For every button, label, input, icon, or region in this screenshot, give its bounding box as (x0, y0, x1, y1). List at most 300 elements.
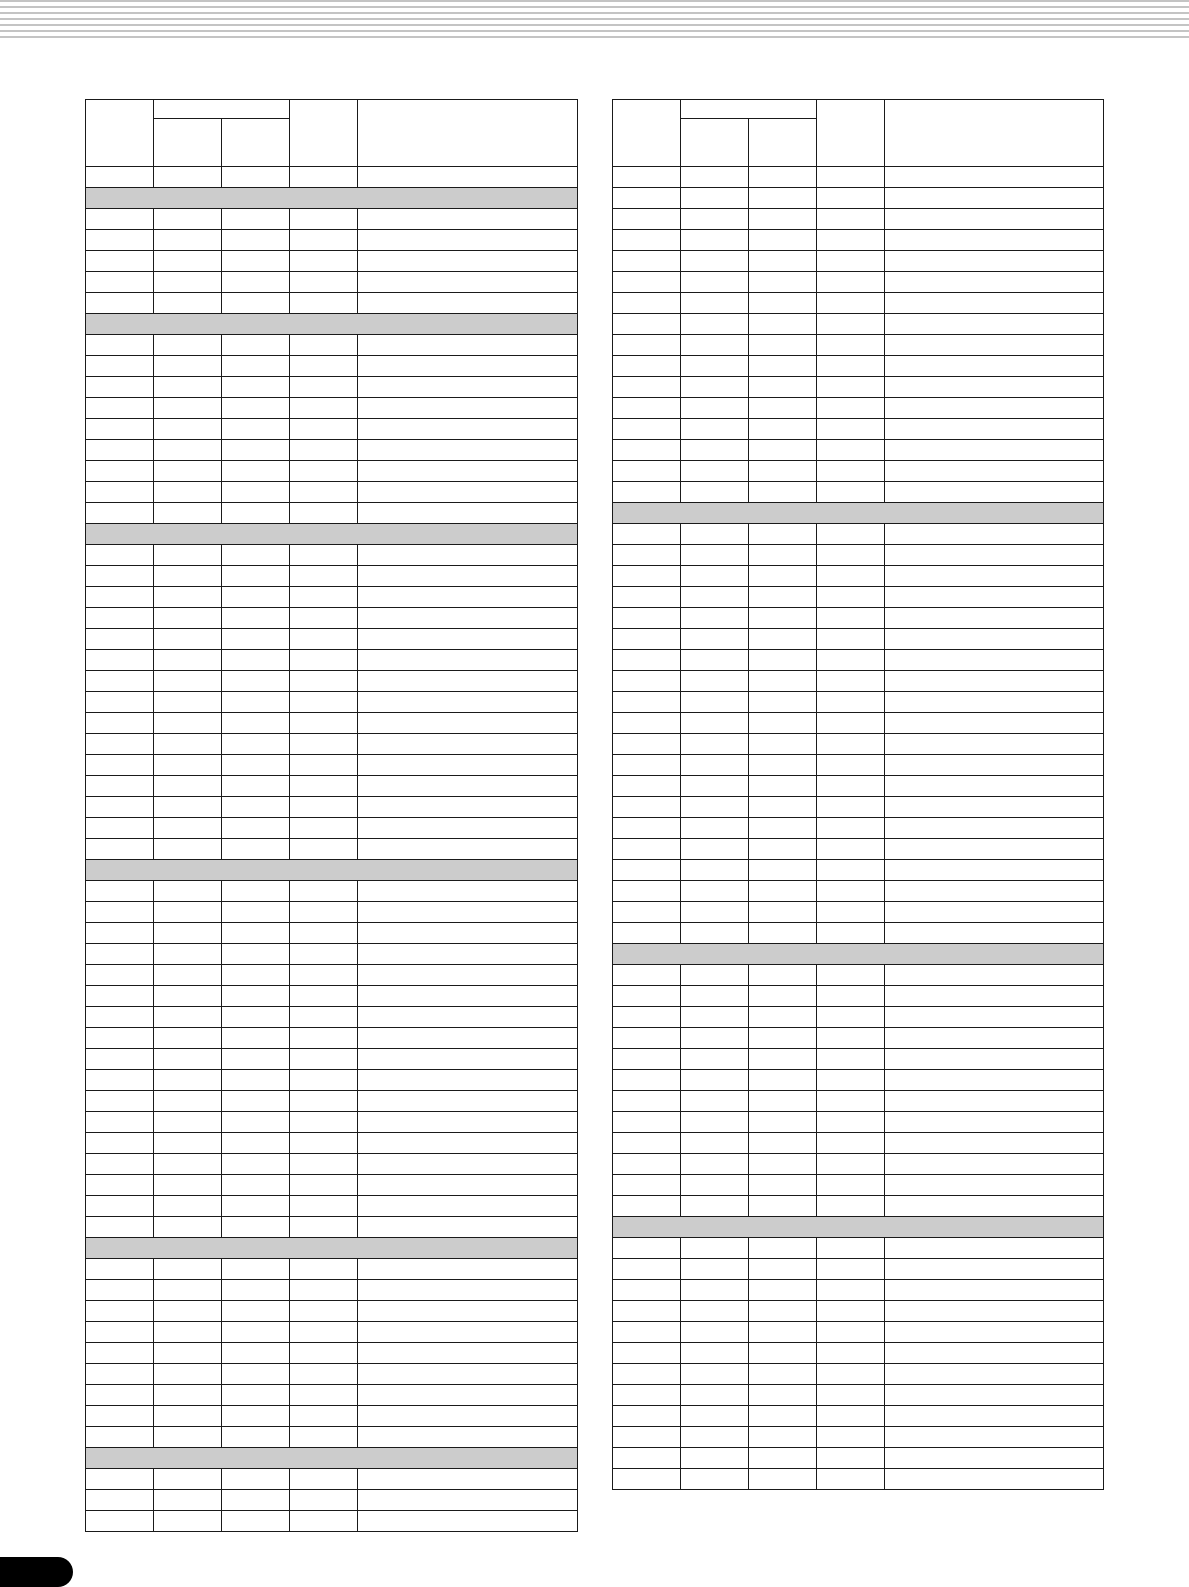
table-cell (749, 776, 817, 797)
data-table-right (612, 99, 1104, 1490)
table-cell (222, 293, 290, 314)
table-row (613, 839, 1104, 860)
table-cell (358, 1112, 578, 1133)
table-header-unit-row (613, 167, 1104, 188)
table-cell (885, 1322, 1104, 1343)
table-cell (154, 944, 222, 965)
table-cell (613, 524, 681, 545)
table-cell (817, 650, 885, 671)
table-cell (817, 713, 885, 734)
table-cell (885, 272, 1104, 293)
table-row (86, 1175, 578, 1196)
table-cell (749, 482, 817, 503)
table-cell (885, 524, 1104, 545)
table-cell (681, 587, 749, 608)
table-cell (681, 1343, 749, 1364)
table-cell (290, 629, 358, 650)
table-cell (358, 1301, 578, 1322)
table-cell (613, 1385, 681, 1406)
table-cell (613, 209, 681, 230)
table-cell (222, 1385, 290, 1406)
table-cell (681, 209, 749, 230)
table-cell (222, 923, 290, 944)
table-cell (358, 356, 578, 377)
table-cell (290, 335, 358, 356)
table-cell (290, 692, 358, 713)
table-header-unit-row (86, 167, 578, 188)
table-cell (222, 377, 290, 398)
section-header-row (613, 503, 1104, 524)
table-cell (86, 356, 154, 377)
table-cell (613, 1322, 681, 1343)
table-row (86, 818, 578, 839)
table-cell (613, 902, 681, 923)
table-row (613, 1238, 1104, 1259)
table-cell (681, 1301, 749, 1322)
table-cell (86, 1490, 154, 1511)
table-cell (749, 1259, 817, 1280)
table-cell (358, 1175, 578, 1196)
table-cell (681, 1385, 749, 1406)
table-row (613, 1364, 1104, 1385)
table-cell (358, 272, 578, 293)
table-cell (358, 776, 578, 797)
table-cell (749, 251, 817, 272)
table-cell (613, 755, 681, 776)
table-cell (613, 482, 681, 503)
table-cell (885, 482, 1104, 503)
table-cell (681, 356, 749, 377)
table-cell (681, 251, 749, 272)
table-cell (613, 251, 681, 272)
table-cell (885, 1196, 1104, 1217)
table-cell (154, 1112, 222, 1133)
header-group-cell (681, 100, 817, 119)
table-row (86, 692, 578, 713)
table-cell (358, 1511, 578, 1532)
table-cell (817, 1112, 885, 1133)
table-cell (613, 1091, 681, 1112)
table-row (613, 293, 1104, 314)
table-cell (749, 188, 817, 209)
table-cell (885, 314, 1104, 335)
table-cell (885, 1133, 1104, 1154)
table-cell (817, 839, 885, 860)
table-row (86, 1364, 578, 1385)
table-cell (86, 650, 154, 671)
table-row (86, 377, 578, 398)
table-cell (681, 818, 749, 839)
table-cell (749, 608, 817, 629)
table-cell (885, 545, 1104, 566)
table-row (613, 671, 1104, 692)
table-cell (222, 503, 290, 524)
table-cell (613, 734, 681, 755)
table-cell (885, 650, 1104, 671)
table-cell (290, 1322, 358, 1343)
table-cell (749, 1112, 817, 1133)
table-cell (222, 1427, 290, 1448)
table-cell (613, 1112, 681, 1133)
table-cell (817, 1238, 885, 1259)
table-cell (749, 1091, 817, 1112)
table-cell (358, 1154, 578, 1175)
table-cell (885, 251, 1104, 272)
table-cell (86, 230, 154, 251)
table-row (613, 629, 1104, 650)
table-cell (885, 209, 1104, 230)
table-cell (817, 1427, 885, 1448)
table-cell (885, 1406, 1104, 1427)
table-cell (885, 1049, 1104, 1070)
table-cell (154, 1385, 222, 1406)
table-row (86, 1385, 578, 1406)
table-cell (222, 629, 290, 650)
table-cell (613, 608, 681, 629)
table-cell (290, 293, 358, 314)
data-table-left (85, 99, 578, 1532)
table-cell (154, 293, 222, 314)
table-row (86, 902, 578, 923)
table-cell (613, 314, 681, 335)
table-cell (86, 503, 154, 524)
table-cell (885, 1091, 1104, 1112)
table-cell (154, 1511, 222, 1532)
table-row (86, 881, 578, 902)
table-cell (222, 356, 290, 377)
table-cell (613, 1133, 681, 1154)
table-cell (749, 923, 817, 944)
table-cell (613, 776, 681, 797)
table-cell (749, 545, 817, 566)
table-cell (290, 1007, 358, 1028)
table-row (613, 335, 1104, 356)
table-cell (154, 1049, 222, 1070)
section-header-row (86, 860, 578, 881)
table-cell (222, 461, 290, 482)
table-row (613, 524, 1104, 545)
table-cell (749, 881, 817, 902)
table-cell (681, 1091, 749, 1112)
table-cell (817, 1154, 885, 1175)
table-cell (817, 461, 885, 482)
section-header-cell (613, 503, 1104, 524)
table-cell (86, 1259, 154, 1280)
table-row (613, 1112, 1104, 1133)
table-row (613, 461, 1104, 482)
table-cell (681, 1112, 749, 1133)
table-cell (749, 1364, 817, 1385)
table-cell (154, 671, 222, 692)
table-cell (817, 755, 885, 776)
table-cell (222, 1112, 290, 1133)
table-row (613, 1007, 1104, 1028)
table-cell (613, 839, 681, 860)
table-cell (290, 1343, 358, 1364)
table-cell (154, 1175, 222, 1196)
table-cell (613, 881, 681, 902)
table-cell (817, 524, 885, 545)
table-cell (681, 776, 749, 797)
table-cell (681, 1154, 749, 1175)
table-row (613, 860, 1104, 881)
table-cell (290, 566, 358, 587)
table-cell (154, 1154, 222, 1175)
table-row (86, 293, 578, 314)
table-cell (290, 713, 358, 734)
table-cell (290, 503, 358, 524)
table-cell (817, 1280, 885, 1301)
table-cell (817, 356, 885, 377)
table-cell (154, 1133, 222, 1154)
table-cell (222, 272, 290, 293)
header-cell (290, 100, 358, 167)
table-cell (290, 1175, 358, 1196)
table-cell (222, 419, 290, 440)
table-row (86, 797, 578, 818)
table-cell (222, 1070, 290, 1091)
table-cell (885, 1343, 1104, 1364)
table-row (613, 734, 1104, 755)
table-cell (290, 1091, 358, 1112)
table-cell (817, 734, 885, 755)
table-cell (681, 1259, 749, 1280)
table-cell (749, 335, 817, 356)
table-cell (681, 734, 749, 755)
table-row (86, 545, 578, 566)
table-row (86, 1091, 578, 1112)
table-row (613, 1280, 1104, 1301)
table-cell (749, 1196, 817, 1217)
table-row (86, 1280, 578, 1301)
table-cell (817, 1322, 885, 1343)
table-row (613, 377, 1104, 398)
table-row (86, 1070, 578, 1091)
table-cell (222, 1049, 290, 1070)
table-cell (290, 1028, 358, 1049)
table-cell (681, 671, 749, 692)
table-cell (681, 608, 749, 629)
table-cell (749, 461, 817, 482)
table-cell (154, 734, 222, 755)
table-cell (86, 1091, 154, 1112)
table-row (613, 230, 1104, 251)
table-cell (358, 1007, 578, 1028)
table-cell (358, 335, 578, 356)
table-cell (290, 986, 358, 1007)
table-cell (749, 1385, 817, 1406)
header-cell (613, 100, 681, 167)
table-cell (290, 377, 358, 398)
table-cell (358, 713, 578, 734)
table-cell (86, 209, 154, 230)
table-cell (817, 608, 885, 629)
table-cell (154, 398, 222, 419)
table-row (613, 1322, 1104, 1343)
table-cell (681, 1238, 749, 1259)
table-cell (817, 902, 885, 923)
table-cell (222, 671, 290, 692)
table-row (613, 1070, 1104, 1091)
table-cell (154, 1007, 222, 1028)
section-header-row (613, 944, 1104, 965)
table-cell (154, 230, 222, 251)
table-cell (86, 440, 154, 461)
table-cell (86, 419, 154, 440)
table-row (86, 1406, 578, 1427)
table-cell (749, 272, 817, 293)
table-cell (681, 1007, 749, 1028)
table-row (613, 314, 1104, 335)
table-cell (749, 377, 817, 398)
table-cell (86, 923, 154, 944)
table-cell (613, 1238, 681, 1259)
table-cell (749, 1133, 817, 1154)
table-cell (885, 860, 1104, 881)
table-cell (358, 566, 578, 587)
table-cell (222, 587, 290, 608)
table-row (86, 1133, 578, 1154)
table-cell (86, 671, 154, 692)
table-cell (290, 671, 358, 692)
table-row (613, 797, 1104, 818)
table-cell (749, 230, 817, 251)
table-row (613, 1091, 1104, 1112)
table-cell (885, 734, 1104, 755)
table-cell (681, 1070, 749, 1091)
table-cell (222, 1175, 290, 1196)
table-cell (154, 1322, 222, 1343)
table-cell (358, 818, 578, 839)
table-cell (154, 1280, 222, 1301)
table-cell (749, 1427, 817, 1448)
table-cell (817, 440, 885, 461)
table-cell (86, 1322, 154, 1343)
table-cell (86, 902, 154, 923)
table-cell (613, 419, 681, 440)
table-row (613, 566, 1104, 587)
table-cell (613, 1049, 681, 1070)
table-cell (86, 818, 154, 839)
table-cell (222, 566, 290, 587)
table-cell (885, 377, 1104, 398)
table-cell (222, 1490, 290, 1511)
table-cell (817, 923, 885, 944)
table-cell (613, 965, 681, 986)
table-cell (86, 776, 154, 797)
table-cell (154, 965, 222, 986)
table-cell (749, 1448, 817, 1469)
table-row (86, 398, 578, 419)
table-cell (885, 419, 1104, 440)
table-cell (681, 755, 749, 776)
section-header-row (86, 188, 578, 209)
table-cell (613, 1280, 681, 1301)
table-cell (885, 839, 1104, 860)
table-cell (817, 1007, 885, 1028)
table-cell (749, 818, 817, 839)
table-cell (681, 1322, 749, 1343)
table-cell (154, 776, 222, 797)
table-cell (86, 1112, 154, 1133)
table-cell (290, 608, 358, 629)
table-row (86, 1028, 578, 1049)
table-cell (86, 944, 154, 965)
table-cell (290, 902, 358, 923)
table-row (613, 1301, 1104, 1322)
table-cell (817, 1301, 885, 1322)
table-cell (358, 1133, 578, 1154)
table-cell (154, 881, 222, 902)
table-cell (817, 986, 885, 1007)
table-row (86, 986, 578, 1007)
table-cell (86, 986, 154, 1007)
table-cell (358, 1217, 578, 1238)
table-row (613, 755, 1104, 776)
table-cell (613, 1301, 681, 1322)
table-cell (290, 1406, 358, 1427)
table-cell (885, 713, 1104, 734)
table-cell (613, 440, 681, 461)
table-cell (613, 230, 681, 251)
table-cell (613, 377, 681, 398)
table-row (86, 335, 578, 356)
table-row (613, 1049, 1104, 1070)
table-cell (222, 776, 290, 797)
table-cell (681, 713, 749, 734)
table-cell (885, 818, 1104, 839)
table-cell (613, 272, 681, 293)
table-cell (681, 923, 749, 944)
table-cell (222, 1322, 290, 1343)
table-cell (817, 1175, 885, 1196)
table-cell (358, 209, 578, 230)
table-cell (222, 1469, 290, 1490)
table-row (613, 1385, 1104, 1406)
table-cell (817, 209, 885, 230)
section-header-row (86, 314, 578, 335)
table-cell (749, 440, 817, 461)
table-cell (222, 1259, 290, 1280)
table-cell (613, 818, 681, 839)
table-cell (817, 1343, 885, 1364)
table-row (86, 1343, 578, 1364)
table-header-row (86, 100, 578, 119)
table-row (86, 230, 578, 251)
table-row (86, 755, 578, 776)
table-row (86, 776, 578, 797)
table-cell (86, 881, 154, 902)
table-cell (749, 1028, 817, 1049)
table-cell (290, 1259, 358, 1280)
table-cell (290, 1511, 358, 1532)
table-cell (290, 1385, 358, 1406)
table-cell (154, 482, 222, 503)
table-cell (817, 587, 885, 608)
table-cell (222, 398, 290, 419)
table-row (86, 1217, 578, 1238)
table-cell (885, 1007, 1104, 1028)
table-row (613, 713, 1104, 734)
table-row (86, 629, 578, 650)
table-cell (86, 797, 154, 818)
table-cell (681, 482, 749, 503)
table-cell (154, 356, 222, 377)
table-cell (154, 923, 222, 944)
table-cell (222, 335, 290, 356)
table-cell (681, 524, 749, 545)
table-cell (817, 419, 885, 440)
